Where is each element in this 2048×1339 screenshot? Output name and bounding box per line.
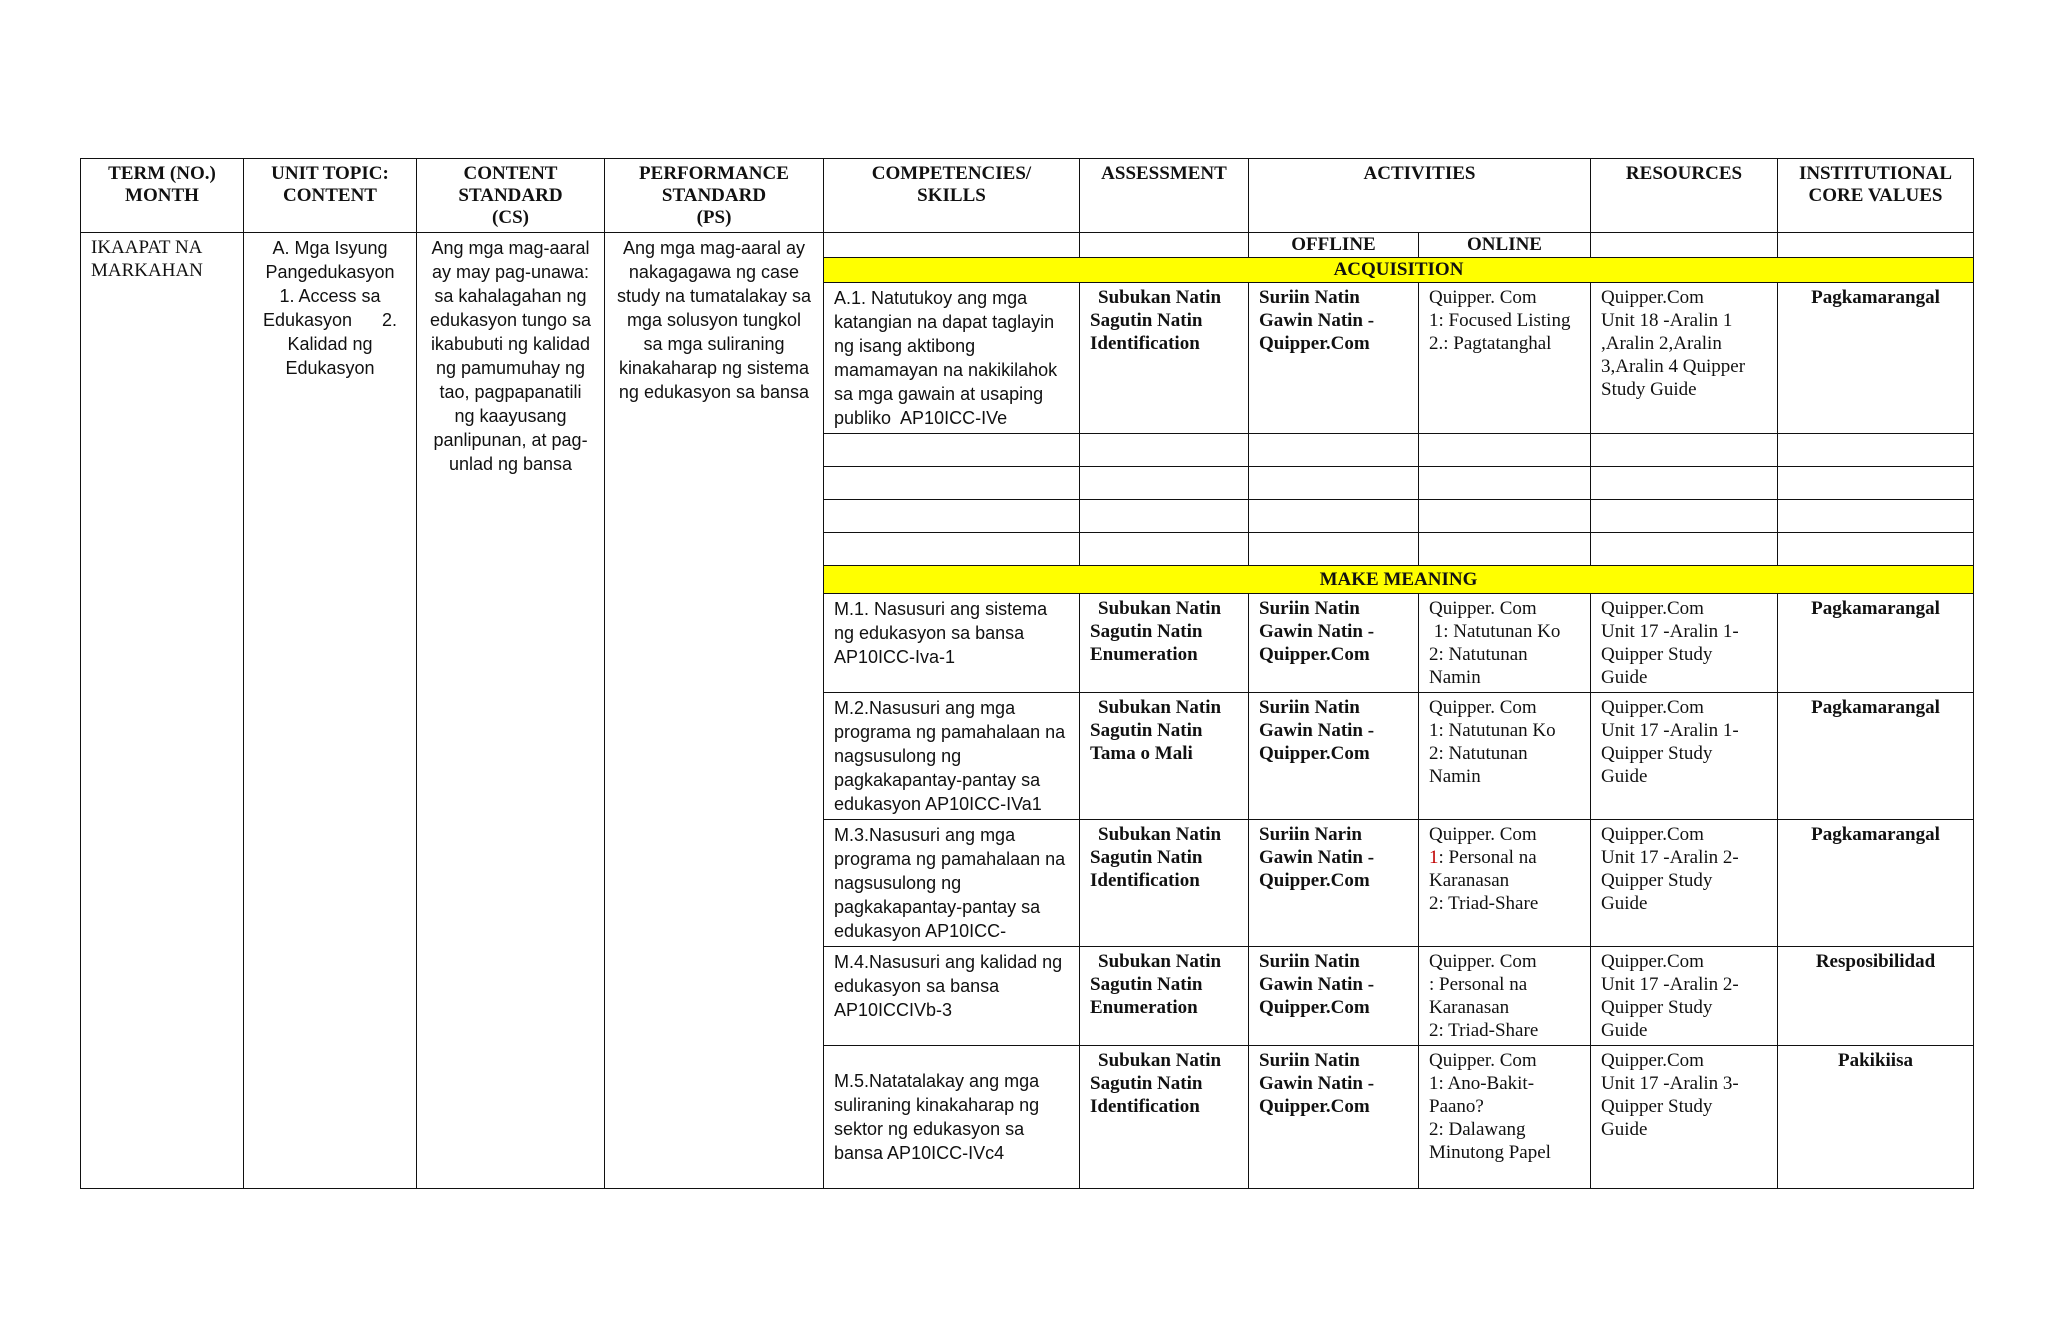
header-assessment: ASSESSMENT bbox=[1080, 159, 1249, 233]
core-value-cell: Pagkamarangal bbox=[1778, 283, 1974, 434]
unit-topic-cell: A. Mga Isyung Pangedukasyon 1. Access sa Edukasyon 2. Kalidad ng Edukasyon bbox=[244, 233, 417, 1189]
make-meaning-band: MAKE MEANING bbox=[824, 566, 1974, 594]
header-core-values: INSTITUTIONAL CORE VALUES bbox=[1778, 159, 1974, 233]
online-cell: Quipper. Com 1: Natutunan Ko 2: Natutunan Namin bbox=[1419, 594, 1591, 693]
subheader-offline: OFFLINE bbox=[1249, 233, 1419, 258]
header-resources: RESOURCES bbox=[1591, 159, 1778, 233]
curriculum-map-table bbox=[80, 158, 1974, 1189]
resources-cell: Quipper.Com Unit 17 -Aralin 2- Quipper Study Guide bbox=[1591, 947, 1778, 1046]
highlighted-number: 1 bbox=[1429, 847, 1439, 868]
subheader-online: ONLINE bbox=[1419, 233, 1591, 258]
resources-cell: Quipper.Com Unit 17 -Aralin 2- Quipper Study Guide bbox=[1591, 820, 1778, 947]
subheader-empty bbox=[1080, 233, 1249, 258]
competency-cell: M.5.Natatalakay ang mga suliraning kinakaharap ng sektor ng edukasyon sa bansa AP10ICC-IVc4 bbox=[824, 1046, 1080, 1189]
header-activities: ACTIVITIES bbox=[1249, 159, 1591, 233]
offline-cell: Suriin Natin Gawin Natin - Quipper.Com bbox=[1249, 283, 1419, 434]
subheader-row bbox=[81, 233, 1974, 258]
assessment-cell: Subukan Natin Sagutin Natin Enumeration bbox=[1080, 947, 1249, 1046]
competency-cell: M.2.Nasusuri ang mga programa ng pamahalaan na nagsusulong ng pagkakapantay-pantay sa edukasyon AP10ICC-IVa1 bbox=[824, 693, 1080, 820]
subheader-empty bbox=[1591, 233, 1778, 258]
assessment-cell: Subukan Natin Sagutin Natin Identification bbox=[1080, 283, 1249, 434]
header-row bbox=[81, 159, 1974, 233]
core-value-cell: Resposibilidad bbox=[1778, 947, 1974, 1046]
resources-cell: Quipper.Com Unit 17 -Aralin 1- Quipper Study Guide bbox=[1591, 693, 1778, 820]
online-cell: Quipper. Com 1: Natutunan Ko 2: Natutunan Namin bbox=[1419, 693, 1591, 820]
header-performance-standard: PERFORMANCE STANDARD (PS) bbox=[605, 159, 824, 233]
header-content-standard: CONTENT STANDARD (CS) bbox=[417, 159, 605, 233]
header-competencies: COMPETENCIES/ SKILLS bbox=[824, 159, 1080, 233]
subheader-empty bbox=[1778, 233, 1974, 258]
offline-cell: Suriin Natin Gawin Natin - Quipper.Com bbox=[1249, 594, 1419, 693]
offline-cell: Suriin Natin Gawin Natin - Quipper.Com bbox=[1249, 1046, 1419, 1189]
curriculum-map-sheet bbox=[80, 158, 1973, 1189]
acquisition-band: ACQUISITION bbox=[824, 258, 1974, 283]
assessment-cell: Subukan Natin Sagutin Natin Identification bbox=[1080, 820, 1249, 947]
header-term: TERM (NO.) MONTH bbox=[81, 159, 244, 233]
competency-cell: M.4.Nasusuri ang kalidad ng edukasyon sa bansa AP10ICCIVb-3 bbox=[824, 947, 1080, 1046]
core-value-cell: Pagkamarangal bbox=[1778, 693, 1974, 820]
offline-cell: Suriin Narin Gawin Natin - Quipper.Com bbox=[1249, 820, 1419, 947]
content-standard-cell: Ang mga mag-aaral ay may pag-unawa: sa kahalagahan ng edukasyon tungo sa ikabubuti ng kalidad ng pamumuhay ng tao, pagpapanatili ng kaayusang panlipunan, at pag- unlad ng bansa bbox=[417, 233, 605, 1189]
term-cell: IKAAPAT NA MARKAHAN bbox=[81, 233, 244, 1189]
online-cell: Quipper. Com 1: Personal na Karanasan 2: Triad-Share bbox=[1419, 820, 1591, 947]
core-value-cell: Pakikiisa bbox=[1778, 1046, 1974, 1189]
competency-cell: M.1. Nasusuri ang sistema ng edukasyon sa bansa AP10ICC-Iva-1 bbox=[824, 594, 1080, 693]
online-cell: Quipper. Com 1: Focused Listing 2.: Pagtatanghal bbox=[1419, 283, 1591, 434]
online-cell: Quipper. Com 1: Ano-Bakit- Paano? 2: Dalawang Minutong Papel bbox=[1419, 1046, 1591, 1189]
core-value-cell: Pagkamarangal bbox=[1778, 820, 1974, 947]
assessment-cell: Subukan Natin Sagutin Natin Enumeration bbox=[1080, 594, 1249, 693]
assessment-cell: Subukan Natin Sagutin Natin Identification bbox=[1080, 1046, 1249, 1189]
resources-cell: Quipper.Com Unit 17 -Aralin 1- Quipper Study Guide bbox=[1591, 594, 1778, 693]
subheader-empty bbox=[824, 233, 1080, 258]
resources-cell: Quipper.Com Unit 17 -Aralin 3- Quipper Study Guide bbox=[1591, 1046, 1778, 1189]
performance-standard-cell: Ang mga mag-aaral ay nakagagawa ng case study na tumatalakay sa mga solusyon tungkol sa mga suliraning kinakaharap ng sistema ng edukasyon sa bansa bbox=[605, 233, 824, 1189]
offline-cell: Suriin Natin Gawin Natin - Quipper.Com bbox=[1249, 947, 1419, 1046]
competency-cell: M.3.Nasusuri ang mga programa ng pamahalaan na nagsusulong ng pagkakapantay-pantay sa edukasyon AP10ICC- bbox=[824, 820, 1080, 947]
offline-cell: Suriin Natin Gawin Natin - Quipper.Com bbox=[1249, 693, 1419, 820]
competency-cell: A.1. Natutukoy ang mga katangian na dapat taglayin ng isang aktibong mamamayan na nakikilahok sa mga gawain at usaping publiko AP10ICC-IVe bbox=[824, 283, 1080, 434]
resources-cell: Quipper.Com Unit 18 -Aralin 1 ,Aralin 2,Aralin 3,Aralin 4 Quipper Study Guide bbox=[1591, 283, 1778, 434]
header-unit-topic: UNIT TOPIC: CONTENT bbox=[244, 159, 417, 233]
online-cell: Quipper. Com : Personal na Karanasan 2: Triad-Share bbox=[1419, 947, 1591, 1046]
core-value-cell: Pagkamarangal bbox=[1778, 594, 1974, 693]
assessment-cell: Subukan Natin Sagutin Natin Tama o Mali bbox=[1080, 693, 1249, 820]
